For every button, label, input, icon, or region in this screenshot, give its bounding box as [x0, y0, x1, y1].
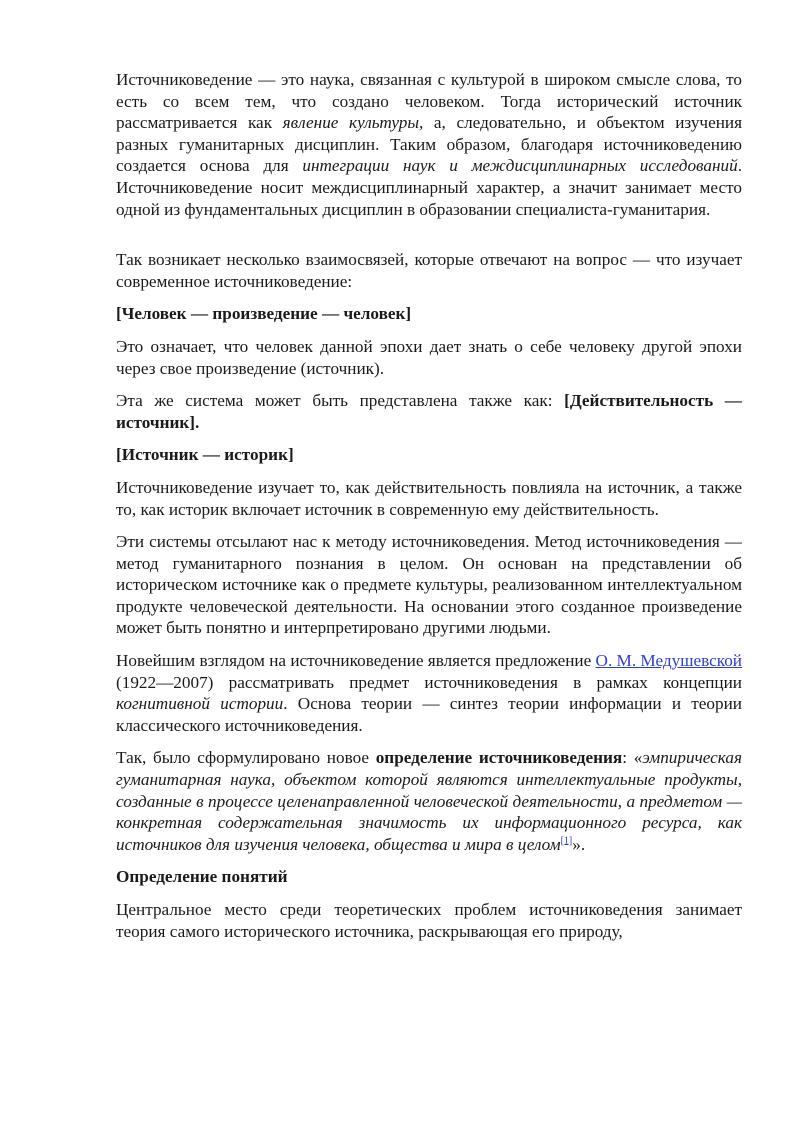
- text-run: . Источниковедение носит междисциплинарный характер, а значит занимает место одной из фундаментальных дисциплин в образовании специалиста-гуманитария.: [116, 156, 742, 219]
- text-run: Эта же система может быть представлена также как:: [116, 391, 565, 411]
- bold-run: определение источниковедения: [375, 748, 623, 768]
- paragraph-source-study: Источниковедение изучает то, как действительность повлияла на источник, а также то, как историк включает источник в современную ему действительность.: [116, 477, 742, 519]
- text-run: Новейшим взглядом на источниковедение является предложение: [116, 651, 596, 671]
- text-run: Источниковедение — это наука, связанная с культурой в широком смысле слова, то есть со всем тем, что создано человеком. Тогда исторический источник рассматривается как: [116, 70, 742, 133]
- paragraph-method: Эти системы отсылают нас к методу источниковедения. Метод источниковедения — метод гуманитарного познания в целом. Он основан на представлении об историческом источнике как о предмете культуры, реализованном интеллектуальном продукте человеческой деятельности. На основании этого созданное произведение может быть понятно и интерпретировано другими людьми.: [116, 532, 742, 638]
- heading-human-work-human: [Человек — произведение — человек]: [116, 304, 412, 324]
- text-run: ».: [572, 834, 586, 854]
- italic-run: когнитивной истории: [116, 694, 284, 714]
- text-run: : «: [622, 748, 643, 768]
- text-run: (1922—2007) рассматривать предмет источниковедения в рамках концепции: [116, 672, 742, 692]
- paragraph-relations: Так возникает несколько взаимосвязей, которые отвечают на вопрос — что изучает современное источниковедение:: [116, 250, 742, 291]
- text-run: . Основа теории — синтез теории информации и теории классического источниковедения.: [116, 694, 743, 735]
- paragraph-meaning: Это означает, что человек данной эпохи дает знать о себе человеку другой эпохи через свое произведение (источник).: [116, 336, 742, 378]
- italic-run: эмпирическая гуманитарная наука, объектом которой являются интеллектуальные продукты, созданные в процессе целенаправленной человеческой деятельности, а предметом — конкретная содержательная значимость их информационного ресурса, как источников для изучения человека, общества и мира в целом: [116, 748, 742, 854]
- bold-run: [Действительность — источник].: [116, 391, 742, 432]
- paragraph-theory: Центральное место среди теоретических проблем источниковедения занимает теория самого исторического источника, раскрывающая его природу,: [116, 900, 742, 941]
- paragraph-reality-source: [116, 390, 742, 433]
- text-run: , а, следовательно, и объектом изучения разных гуманитарных дисциплин. Таким образом, благодаря источниковедению создается основа для: [116, 113, 743, 176]
- footnote-link[interactable]: [1]: [560, 835, 573, 847]
- medushevskaya-link[interactable]: О. М. Медушевской: [595, 651, 743, 671]
- heading-source-historian: [Источник — историк]: [116, 445, 294, 465]
- paragraph-medushevskaya: [116, 650, 742, 736]
- text-run: Так, было сформулировано новое: [116, 748, 376, 768]
- paragraph-definition: [116, 747, 742, 855]
- paragraph-intro: [116, 69, 742, 220]
- italic-run: явление культуры: [282, 113, 419, 133]
- italic-run: интеграции наук и междисциплинарных исследований: [302, 156, 738, 176]
- heading-definitions: Определение понятий: [116, 867, 288, 887]
